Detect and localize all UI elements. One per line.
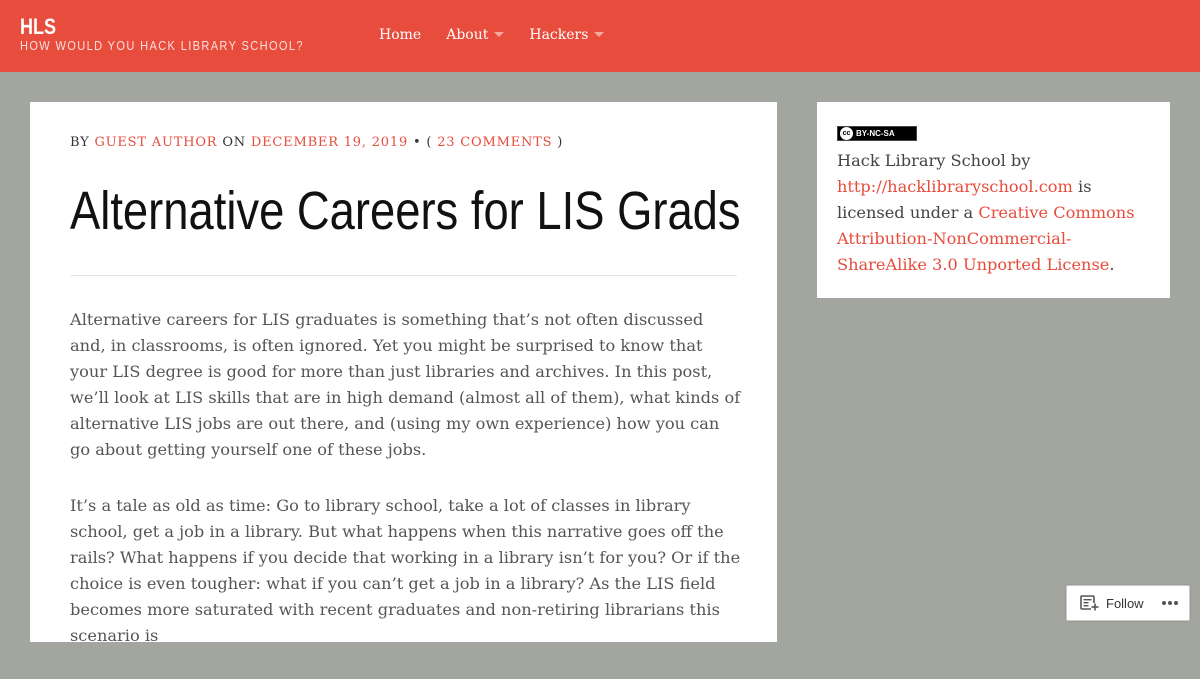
author-link[interactable]: GUEST AUTHOR	[94, 135, 218, 150]
open-paren: (	[426, 135, 433, 150]
by-label: BY	[70, 135, 90, 150]
follow-button[interactable]	[1066, 585, 1190, 621]
main-nav	[379, 27, 629, 43]
license-link[interactable]: Creative Commons Attribution-NonCommercial-ShareAlike 3.0 Unported License	[837, 203, 1135, 274]
nav-about-label: About	[446, 27, 489, 43]
license-text	[837, 148, 1157, 278]
title-divider	[70, 275, 737, 276]
cc-badge-text: BY-NC-SA	[856, 129, 895, 138]
nav-item-about[interactable]	[446, 27, 504, 43]
chevron-down-icon	[594, 32, 604, 37]
nav-item-hackers[interactable]	[529, 27, 604, 43]
comments-link[interactable]: 23 COMMENTS	[437, 135, 553, 150]
meta-separator: •	[412, 135, 422, 150]
site-title[interactable]: HLS	[20, 14, 57, 39]
license-period: .	[1109, 255, 1115, 274]
reader-follow-icon	[1081, 595, 1099, 611]
license-widget	[817, 102, 1170, 298]
nav-home-label: Home	[379, 27, 422, 43]
post-card	[30, 102, 777, 645]
follow-label: Follow	[1106, 595, 1144, 611]
close-paren: )	[557, 135, 564, 150]
post-paragraph: It’s a tale as old as time: Go to library school, take a lot of classes in library school, get a job in a library. But what happens when this narrative goes off the rails? What happens if you decide that working in a library isn’t for you? Or if the choice is even tougher: what if you can’t get a job in a library? As the LIS field becomes more saturated with recent graduates and non-retiring librarians this scenario is	[70, 496, 741, 645]
post-meta	[70, 135, 563, 150]
license-name: Hack Library School	[837, 151, 1006, 170]
post-body	[70, 307, 742, 679]
post-title: Alternative Careers for LIS Grads	[70, 181, 741, 241]
license-is-licensed: is licensed under a	[837, 177, 1092, 222]
post-paragraph: Alternative careers for LIS graduates is something that’s not often discussed and, in classrooms, is often ignored. Yet you might be surprised to know that your LIS degree is good for more than just libraries and archives. In this post, we’ll look at LIS skills that are in high demand (almost all of them), what kinds of alternative LIS jobs are out there, and (using my own experience) how you can go about getting yourself one of these jobs.	[70, 310, 741, 459]
date-link[interactable]: DECEMBER 19, 2019	[250, 135, 409, 150]
cc-license-badge[interactable]	[837, 126, 917, 141]
chevron-down-icon	[494, 32, 504, 37]
site-header	[0, 0, 1200, 72]
license-by: by	[1010, 151, 1031, 170]
license-url-link[interactable]: http://hacklibraryschool.com	[837, 177, 1073, 196]
on-label: ON	[222, 135, 246, 150]
nav-item-home[interactable]	[379, 27, 421, 43]
nav-hackers-label: Hackers	[529, 27, 589, 43]
cc-icon: cc	[840, 127, 853, 140]
more-options-icon[interactable]	[1162, 601, 1180, 605]
site-description: HOW WOULD YOU HACK LIBRARY SCHOOL?	[20, 38, 304, 53]
